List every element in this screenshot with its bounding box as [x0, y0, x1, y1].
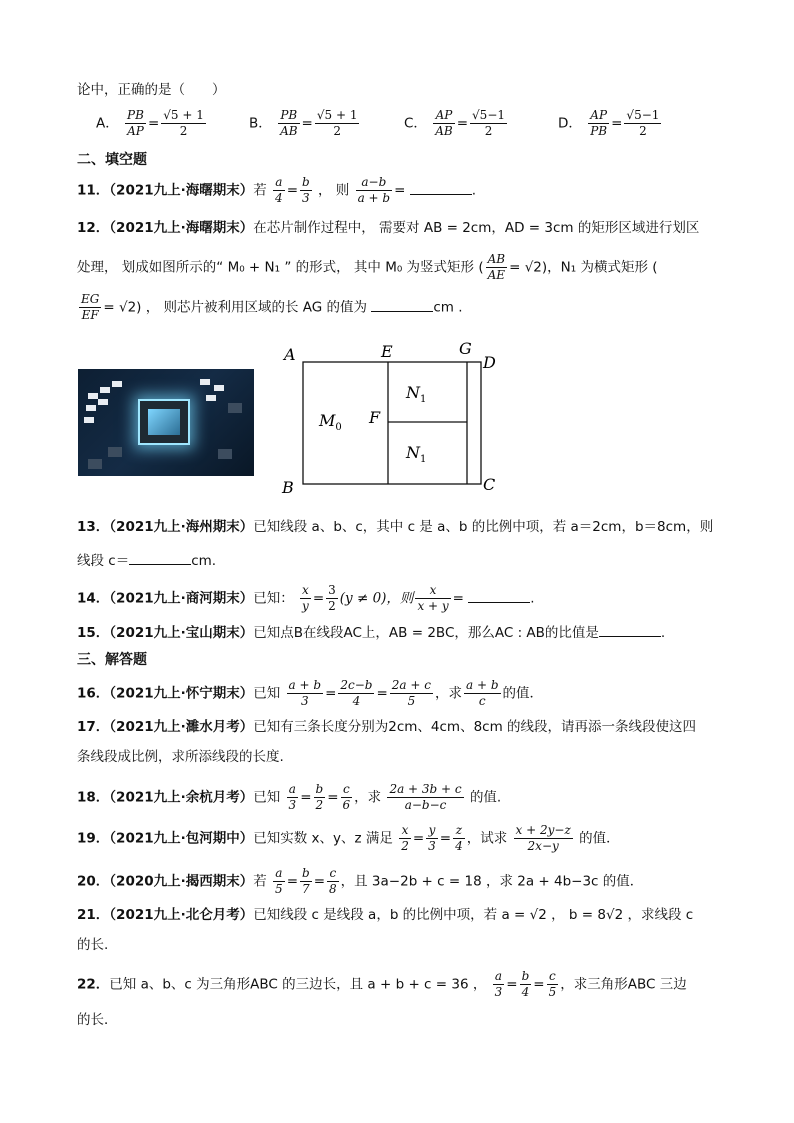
label-F: F	[369, 408, 381, 427]
label-M0-sub: 0	[335, 422, 342, 433]
rectangle-figure	[275, 336, 505, 502]
question-15: 15．（2021九上·宝山期末）已知点B在线段AC上，AB = 2BC，那么AC : AB的比值是 .	[77, 622, 724, 643]
question-22-line2: 的长．	[77, 1012, 118, 1028]
q10-option-d: D． $\frac{AP}{PB}$ = $\frac{√5-1}{2}$	[558, 108, 660, 138]
question-17-line1: 17．（2021九上·濉水月考）已知有三条长度分别为2cm、4cm、8cm 的线段，请再添一条线段使这四	[77, 719, 697, 735]
chip-photo	[78, 369, 254, 476]
question-13-line1: 13．（2021九上·海州期末）已知线段 a、b、c，其中 c 是 a、b 的比例中项，若 a＝2cm，b＝8cm，则	[77, 519, 714, 535]
answer-blank-14[interactable]	[468, 588, 530, 603]
question-19: 19．（2021九上·包河期中）已知实数 x、y、z 满足 $\frac{x}{2}$ = $\frac{y}{3}$ = $\frac{z}{4}$ ，试求 $\frac{x + 2y-z}{2x-y}$ 的值．	[77, 823, 620, 853]
label-N1-top-sub: 1	[420, 394, 427, 405]
question-13-line2: 线段 c＝ cm.	[77, 550, 724, 571]
q10-option-c: C． $\frac{AP}{AB}$ = $\frac{√5-1}{2}$	[404, 108, 506, 138]
section-solutions: 三、解答题	[77, 652, 147, 668]
label-M0: M	[319, 411, 336, 430]
question-14: 14．（2021九上·商河期末）已知： $\frac{x}{y}$ = $\frac{3}{2}$ (y ≠ 0)，则 $\frac{x}{x + y}$ = .	[77, 583, 535, 613]
answer-blank-13[interactable]	[129, 550, 191, 565]
q10-tail: 论中，正确的是（ ）	[77, 82, 226, 98]
question-11: 11．（2021九上·海曙期末）若 $\frac{a}{4}$ = $\frac{b}{3}$ ， 则 $\frac{a-b}{a + b}$ = .	[77, 175, 477, 205]
label-E: E	[381, 342, 393, 361]
answer-blank-11[interactable]	[410, 180, 472, 195]
label-G: G	[459, 339, 472, 358]
question-16: 16．（2021九上·怀宁期末）已知 $\frac{a + b}{3}$ = $\frac{2c-b}{4}$ = $\frac{2a + c}{5}$ ，求 $\frac{a + b}{c}$ 的值．	[77, 678, 544, 708]
answer-blank-12[interactable]	[371, 297, 433, 312]
question-18: 18．（2021九上·余杭月考）已知 $\frac{a}{3}$ = $\frac{b}{2}$ = $\frac{c}{6}$ ，求 $\frac{2a + 3b + c}{a-b-c}$ 的值.	[77, 782, 502, 812]
question-12-line2: 处理， 划成如图所示的“ M₀ + N₁ ” 的形式， 其中 M₀ 为竖式矩形 ( $\frac{AB}{AE}$ = √2)，N₁ 为横式矩形 (	[77, 252, 658, 282]
question-12-line3: $\frac{EG}{EF}$ = √2) ， 则芯片被利用区域的长 AG 的值为 cm .	[81, 292, 463, 322]
label-D: D	[483, 353, 496, 372]
label-N1-bottom-sub: 1	[420, 454, 427, 465]
question-20: 20．（2020九上·揭西期末）若 $\frac{a}{5}$ = $\frac{b}{7}$ = $\frac{c}{8}$ ，且 3a−2b + c = 18 ，求 2a + 4b−3c 的值．	[77, 866, 644, 896]
label-N1-top: N	[406, 383, 420, 402]
label-B: B	[282, 478, 294, 497]
svg-text:N1	[405, 383, 426, 405]
question-12-line1: 12．（2021九上·海曙期末）在芯片制作过程中， 需要对 AB = 2cm，AD = 3cm 的矩形区域进行划区	[77, 220, 700, 236]
question-17-line2: 条线段成比例，求所添线段的长度.	[77, 749, 284, 765]
q10-option-b: B． $\frac{PB}{AB}$ = $\frac{√5 + 1}{2}$	[249, 108, 358, 138]
section-fill-in: 二、填空题	[77, 152, 147, 168]
label-C: C	[483, 475, 496, 494]
svg-text:N1	[405, 443, 426, 465]
question-21-line1: 21．（2021九上·北仑月考）已知线段 c 是线段 a，b 的比例中项，若 a = √2 ， b = 8√2 ，求线段 c	[77, 907, 694, 923]
question-21-line2: 的长.	[77, 937, 109, 953]
chip-die	[138, 399, 190, 445]
svg-text:M0	[318, 411, 342, 433]
label-N1-bottom: N	[406, 443, 420, 462]
q10-option-a: A． $\frac{PB}{AP}$ = $\frac{√5 + 1}{2}$	[96, 108, 204, 138]
answer-blank-15[interactable]	[599, 622, 661, 637]
question-22-line1: 22．已知 a、b、c 为三角形ABC 的三边长，且 a + b + c = 36 ， $\frac{a}{3}$ = $\frac{b}{4}$ = $\frac{c}{5}$ ，求三角形ABC 三边	[77, 969, 687, 999]
label-A: A	[284, 345, 296, 364]
